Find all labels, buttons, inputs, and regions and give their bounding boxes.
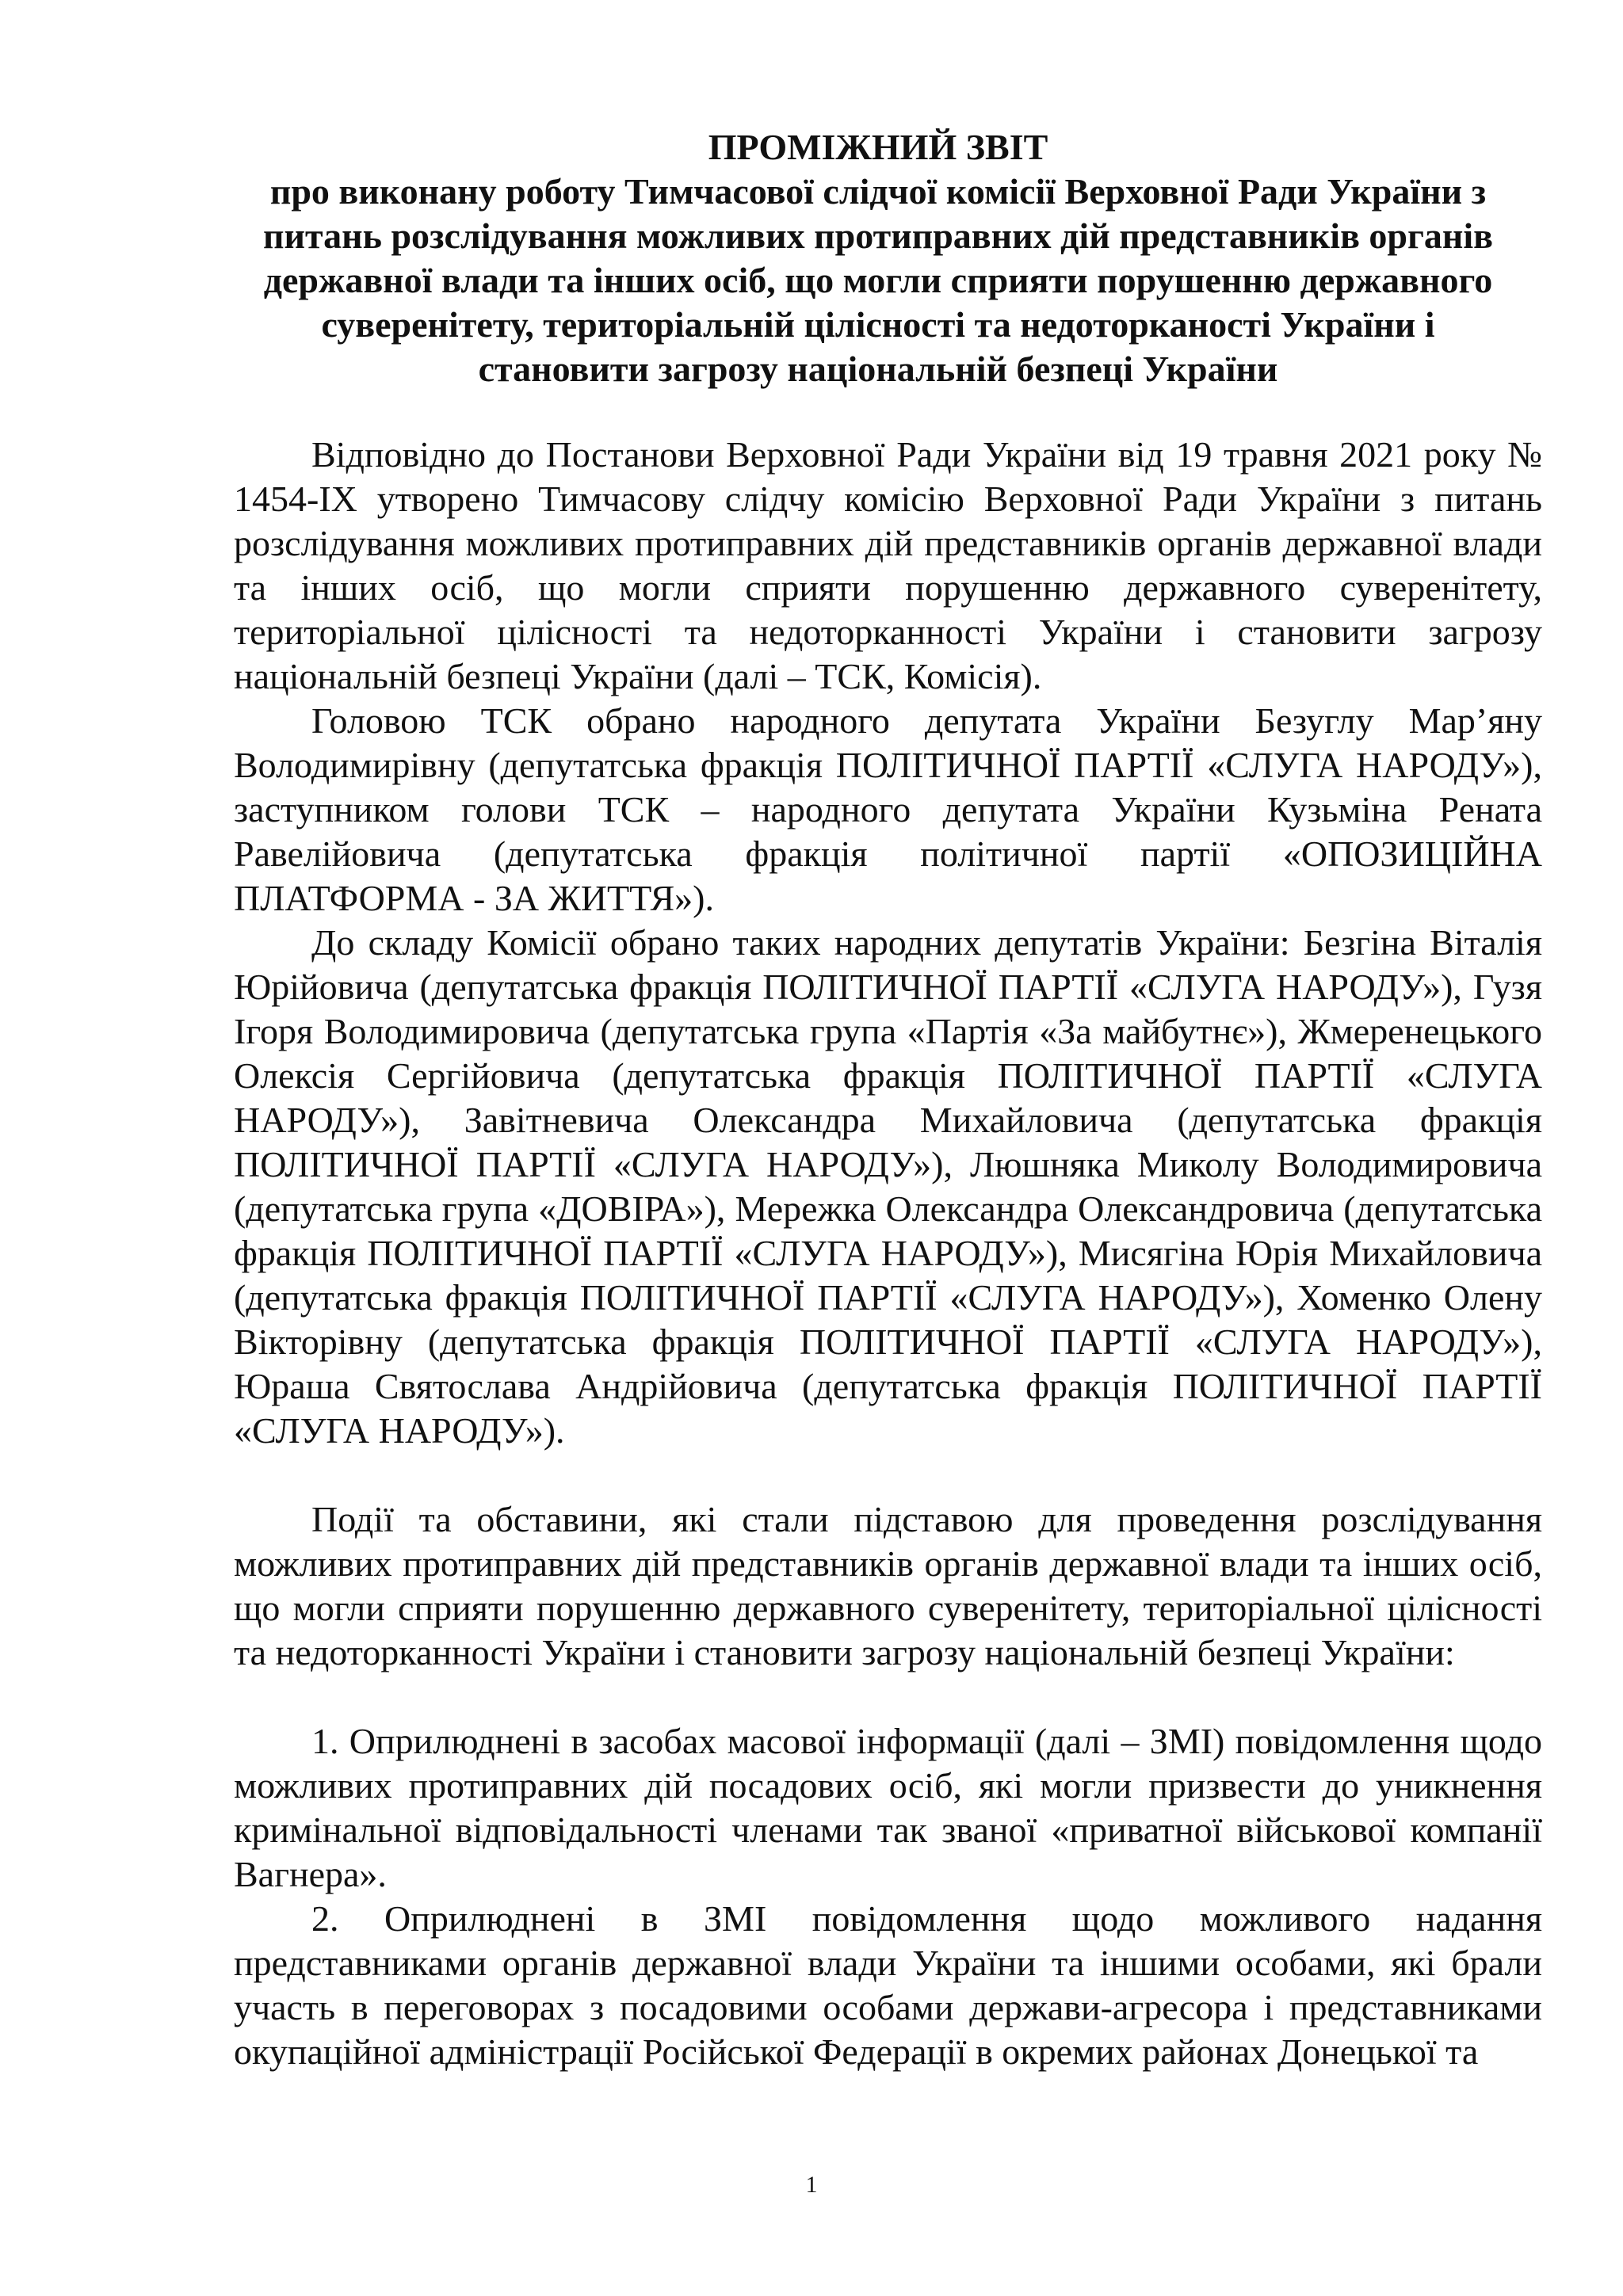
report-subtitle-line: становити загрозу національній безпеці України (478, 349, 1278, 389)
report-title: ПРОМІЖНИЙ ЗВІТ (708, 127, 1048, 167)
paragraph-item-1: 1. Оприлюднені в засобах масової інформації (далі – ЗМІ) повідомлення щодо можливих протиправних дій посадових осіб, які могли призвести до уникнення кримінальної відповідальності членами так званої «приватної військової компанії Вагнера». (234, 1721, 1542, 1894)
report-body (234, 433, 1542, 2074)
paragraph-grounds-intro: Події та обставини, які стали підставою для проведення розслідування можливих протиправних дій представників органів державної влади та інших осіб, що могли сприяти порушенню державного суверенітету, територіальної цілісності та недоторканності України і становити загрозу національній безпеці України: (234, 1499, 1542, 1672)
report-heading (190, 125, 1566, 391)
paragraph-commission-established: Відповідно до Постанови Верховної Ради України від 19 травня 2021 року № 1454-IX утворено Тимчасову слідчу комісію Верховної Ради України з питань розслідування можливих протиправних дій представників органів державної влади та інших осіб, що могли сприяти порушенню державного суверенітету, територіальної цілісності та недоторканності України і становити загрозу національній безпеці України (далі – ТСК, Комісія). (234, 434, 1542, 696)
paragraph-commission-members: До складу Комісії обрано таких народних депутатів України: Безгіна Віталія Юрійовича (депутатська фракція ПОЛІТИЧНОЇ ПАРТІЇ «СЛУГА НАРОДУ»), Гузя Ігоря Володимировича (депутатська група «Партія «За майбутнє»), Жмеренецького Олексія Сергійовича (депутатська фракція ПОЛІТИЧНОЇ ПАРТІЇ «СЛУГА НАРОДУ»), Завітневича Олександра Михайловича (депутатська фракція ПОЛІТИЧНОЇ ПАРТІЇ «СЛУГА НАРОДУ»), Люшняка Миколу Володимировича (депутатська група «ДОВІРА»), Мережка Олександра Олександровича (депутатська фракція ПОЛІТИЧНОЇ ПАРТІЇ «СЛУГА НАРОДУ»), Мисягіна Юрія Михайловича (депутатська фракція ПОЛІТИЧНОЇ ПАРТІЇ «СЛУГА НАРОДУ»), Хоменко Олену Вікторівну (депутатська фракція ПОЛІТИЧНОЇ ПАРТІЇ «СЛУГА НАРОДУ»), Юраша Святослава Андрійовича (депутатська фракція ПОЛІТИЧНОЇ ПАРТІЇ «СЛУГА НАРОДУ»). (234, 922, 1542, 1451)
page-number: 1 (805, 2172, 818, 2198)
paragraph-chair-appointment: Головою ТСК обрано народного депутата України Безуглу Мар’яну Володимирівну (депутатська фракція ПОЛІТИЧНОЇ ПАРТІЇ «СЛУГА НАРОДУ»), заступником голови ТСК – народного депутата України Кузьміна Рената Равелійовича (депутатська фракція політичної партії «ОПОЗИЦІЙНА ПЛАТФОРМА - ЗА ЖИТТЯ»). (234, 700, 1542, 918)
paragraph-item-2: 2. Оприлюднені в ЗМІ повідомлення щодо можливого надання представниками органів державної влади України та іншими особами, які брали участь в переговорах з посадовими особами держави-агресора і представниками окупаційної адміністрації Російської Федерації в окремих районах Донецької та (234, 1898, 1542, 2072)
report-subtitle-line: державної влади та інших осіб, що могли сприяти порушенню державного (263, 260, 1493, 300)
report-subtitle-line: суверенітету, територіальній цілісності та недоторканості України і (321, 304, 1435, 345)
report-subtitle-line: питань розслідування можливих протиправних дій представників органів (262, 215, 1494, 256)
report-subtitle-line: про виконану роботу Тимчасової слідчої комісії Верховної Ради України з (269, 171, 1487, 212)
